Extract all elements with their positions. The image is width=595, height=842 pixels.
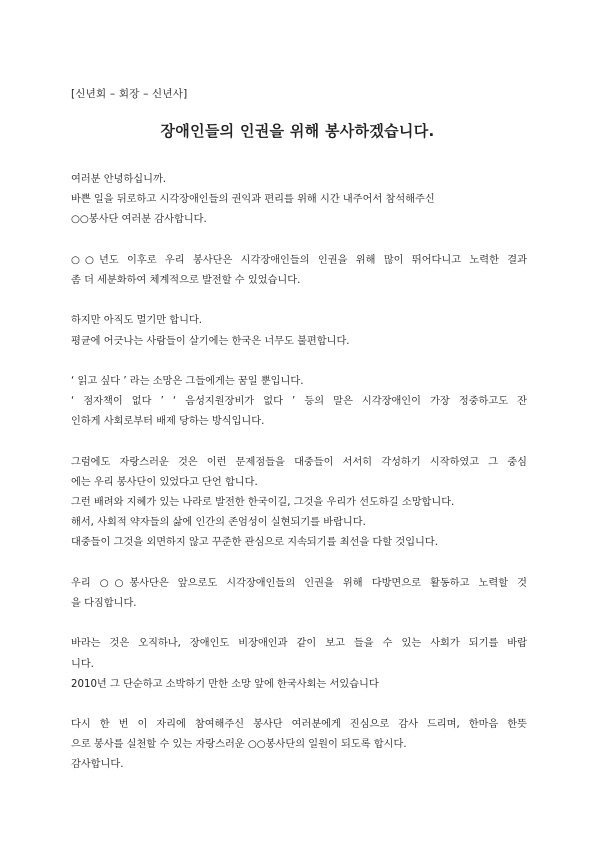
paragraph-line: 대중들이 그것을 외면하지 않고 꾸준한 관심으로 지속되기를 최선을 다할 것입니다.	[71, 537, 438, 549]
paragraph	[71, 715, 527, 776]
paragraph-line: 우리 ○○봉사단은 앞으로도 시각장애인들의 인권을 위해 다방면으로 활동하고 노력할 것	[71, 577, 527, 589]
document-body	[71, 170, 527, 796]
paragraph	[71, 453, 527, 554]
paragraph-line: 좀 더 세분화하여 체계적으로 발전할 수 있었습니다.	[71, 274, 301, 286]
paragraph	[71, 634, 527, 695]
paragraph	[71, 251, 527, 291]
paragraph-line: 감사합니다.	[71, 759, 124, 771]
paragraph-line: 인하게 사회로부터 배제 당하는 방식입니다.	[71, 416, 265, 428]
paragraph-line: 그런 배려와 지혜가 있는 나라로 발전한 한국이길, 그것을 우리가 선도하길 소망합니다.	[71, 497, 455, 508]
document-title: 장애인들의 인권을 위해 봉사하겠습니다.	[160, 122, 435, 140]
paragraph-line: ‘ 읽고 싶다 ’ 라는 소망은 그들에게는 꿈일 뿐입니다.	[71, 375, 304, 387]
paragraph-line: 평균에 어긋나는 사람들이 살기에는 한국은 너무도 불편합니다.	[71, 335, 350, 347]
paragraph-line: 해서, 사회적 약자들의 삶에 인간의 존엄성이 실현되기를 바랍니다.	[71, 517, 366, 529]
paragraph-line: 을 다짐합니다.	[71, 597, 137, 609]
paragraph-line: 하지만 아직도 멀기만 합니다.	[71, 315, 203, 327]
paragraph-line: 니다.	[71, 658, 94, 670]
paragraph-line: ○○봉사단 여러분 감사합니다.	[71, 214, 207, 226]
paragraph-line: ‘ 점자책이 없다 ’ ‘ 음성지원장비가 없다 ’ 등의 말은 시각장애인이 가장 정중하고도 잔	[71, 396, 527, 408]
document-category: [신년회 – 회장 – 신년사]	[71, 88, 188, 100]
paragraph	[71, 311, 527, 351]
paragraph-line: 다시 한 번 이 자리에 참여해주신 봉사단 여러분에게 진심으로 감사 드리며, 한마음 한뜻	[71, 719, 527, 731]
paragraph	[71, 574, 527, 614]
paragraph-line: 에는 우리 봉사단이 있었다고 단언 합니다.	[71, 476, 258, 488]
paragraph-line: ○○년도 이후로 우리 봉사단은 시각장애인들의 인권을 위해 많이 뛰어다니고 노력한 결과	[71, 254, 527, 266]
paragraph	[71, 372, 527, 433]
paragraph-line: 으로 봉사를 실천할 수 있는 자랑스러운 ○○봉사단의 일원이 되도록 합시다.	[71, 739, 407, 751]
paragraph-line: 그럼에도 자랑스러운 것은 이런 문제점들을 대중들이 서서히 각성하기 시작하였고 그 중심	[71, 456, 527, 468]
paragraph-line: 바라는 것은 오직하나, 장애인도 비장애인과 같이 보고 들을 수 있는 사회가 되기를 바랍	[71, 638, 527, 650]
paragraph	[71, 170, 527, 231]
paragraph-line: 여러분 안녕하십니까.	[71, 174, 167, 185]
paragraph-line: 바쁜 일을 뒤로하고 시각장애인들의 권익과 편리를 위해 시간 내주어서 참석해주신	[71, 194, 435, 206]
paragraph-line: 2010년 그 단순하고 소박하기 만한 소망 앞에 한국사회는 서있습니다	[71, 678, 379, 690]
